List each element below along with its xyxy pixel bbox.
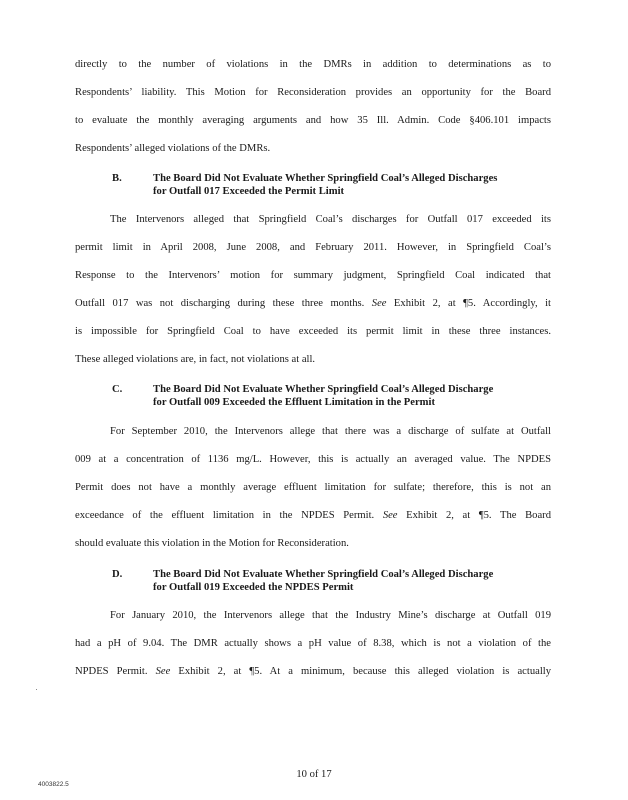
section-title-line: for Outfall 009 Exceeded the Effluent Limitation in the Permit bbox=[153, 397, 435, 408]
body-line: directly to the number of violations in the DMRs in addition to determinations as to bbox=[75, 59, 551, 70]
section-title-line: The Board Did Not Evaluate Whether Springfield Coal’s Alleged Discharges bbox=[153, 173, 498, 184]
section-title-line: for Outfall 019 Exceeded the NPDES Permit bbox=[153, 582, 354, 593]
body-line: should evaluate this violation in the Motion for Reconsideration. bbox=[75, 538, 349, 549]
page-number: 10 of 17 bbox=[296, 769, 332, 780]
body-line: had a pH of 9.04. The DMR actually shows a pH value of 8.38, which is not a violation of the bbox=[75, 638, 551, 649]
body-line: to evaluate the monthly averaging arguments and how 35 Ill. Admin. Code §406.101 impacts bbox=[75, 115, 551, 126]
document-id: 4003822.5 bbox=[38, 781, 69, 788]
body-line: is impossible for Springfield Coal to have exceeded its permit limit in these three instances. bbox=[75, 326, 551, 337]
section-letter: C. bbox=[112, 384, 123, 395]
section-heading-b bbox=[112, 172, 553, 200]
body-line: Outfall 017 was not discharging during these three months. See Exhibit 2, at ¶5. Accordingly, it bbox=[75, 298, 551, 309]
body-line: For January 2010, the Intervenors allege that the Industry Mine’s discharge at Outfall 019 bbox=[110, 610, 551, 621]
body-line: permit limit in April 2008, June 2008, and February 2011. However, in Springfield Coal’s bbox=[75, 242, 551, 253]
body-line: Respondents’ alleged violations of the DMRs. bbox=[75, 143, 271, 154]
section-title-line: The Board Did Not Evaluate Whether Springfield Coal’s Alleged Discharge bbox=[153, 569, 494, 580]
section-title-line: The Board Did Not Evaluate Whether Springfield Coal’s Alleged Discharge bbox=[153, 384, 494, 395]
body-line: exceedance of the effluent limitation in the NPDES Permit. See Exhibit 2, at ¶5. The Board bbox=[75, 510, 551, 521]
body-line: Response to the Intervenors’ motion for summary judgment, Springfield Coal indicated that bbox=[75, 270, 551, 281]
body-line: Permit does not have a monthly average effluent limitation for sulfate; therefore, this is not an bbox=[75, 482, 551, 493]
body-line: NPDES Permit. See Exhibit 2, at ¶5. At a minimum, because this alleged violation is actually bbox=[75, 666, 552, 677]
body-line: 009 at a concentration of 1136 mg/L. However, this is actually an averaged value. The NPDES bbox=[75, 454, 551, 465]
body-line: For September 2010, the Intervenors allege that there was a discharge of sulfate at Outfall bbox=[110, 426, 551, 437]
section-letter: B. bbox=[112, 173, 122, 184]
body-line: The Intervenors alleged that Springfield Coal’s discharges for Outfall 017 exceeded its bbox=[110, 214, 551, 225]
scan-speck bbox=[36, 689, 37, 690]
body-line: These alleged violations are, in fact, not violations at all. bbox=[75, 354, 316, 365]
section-letter: D. bbox=[112, 569, 123, 580]
section-heading-c bbox=[112, 383, 553, 411]
section-title-line: for Outfall 017 Exceeded the Permit Limit bbox=[153, 186, 345, 197]
body-line: Respondents’ liability. This Motion for Reconsideration provides an opportunity for the Board bbox=[75, 87, 551, 98]
section-heading-d bbox=[112, 568, 553, 596]
